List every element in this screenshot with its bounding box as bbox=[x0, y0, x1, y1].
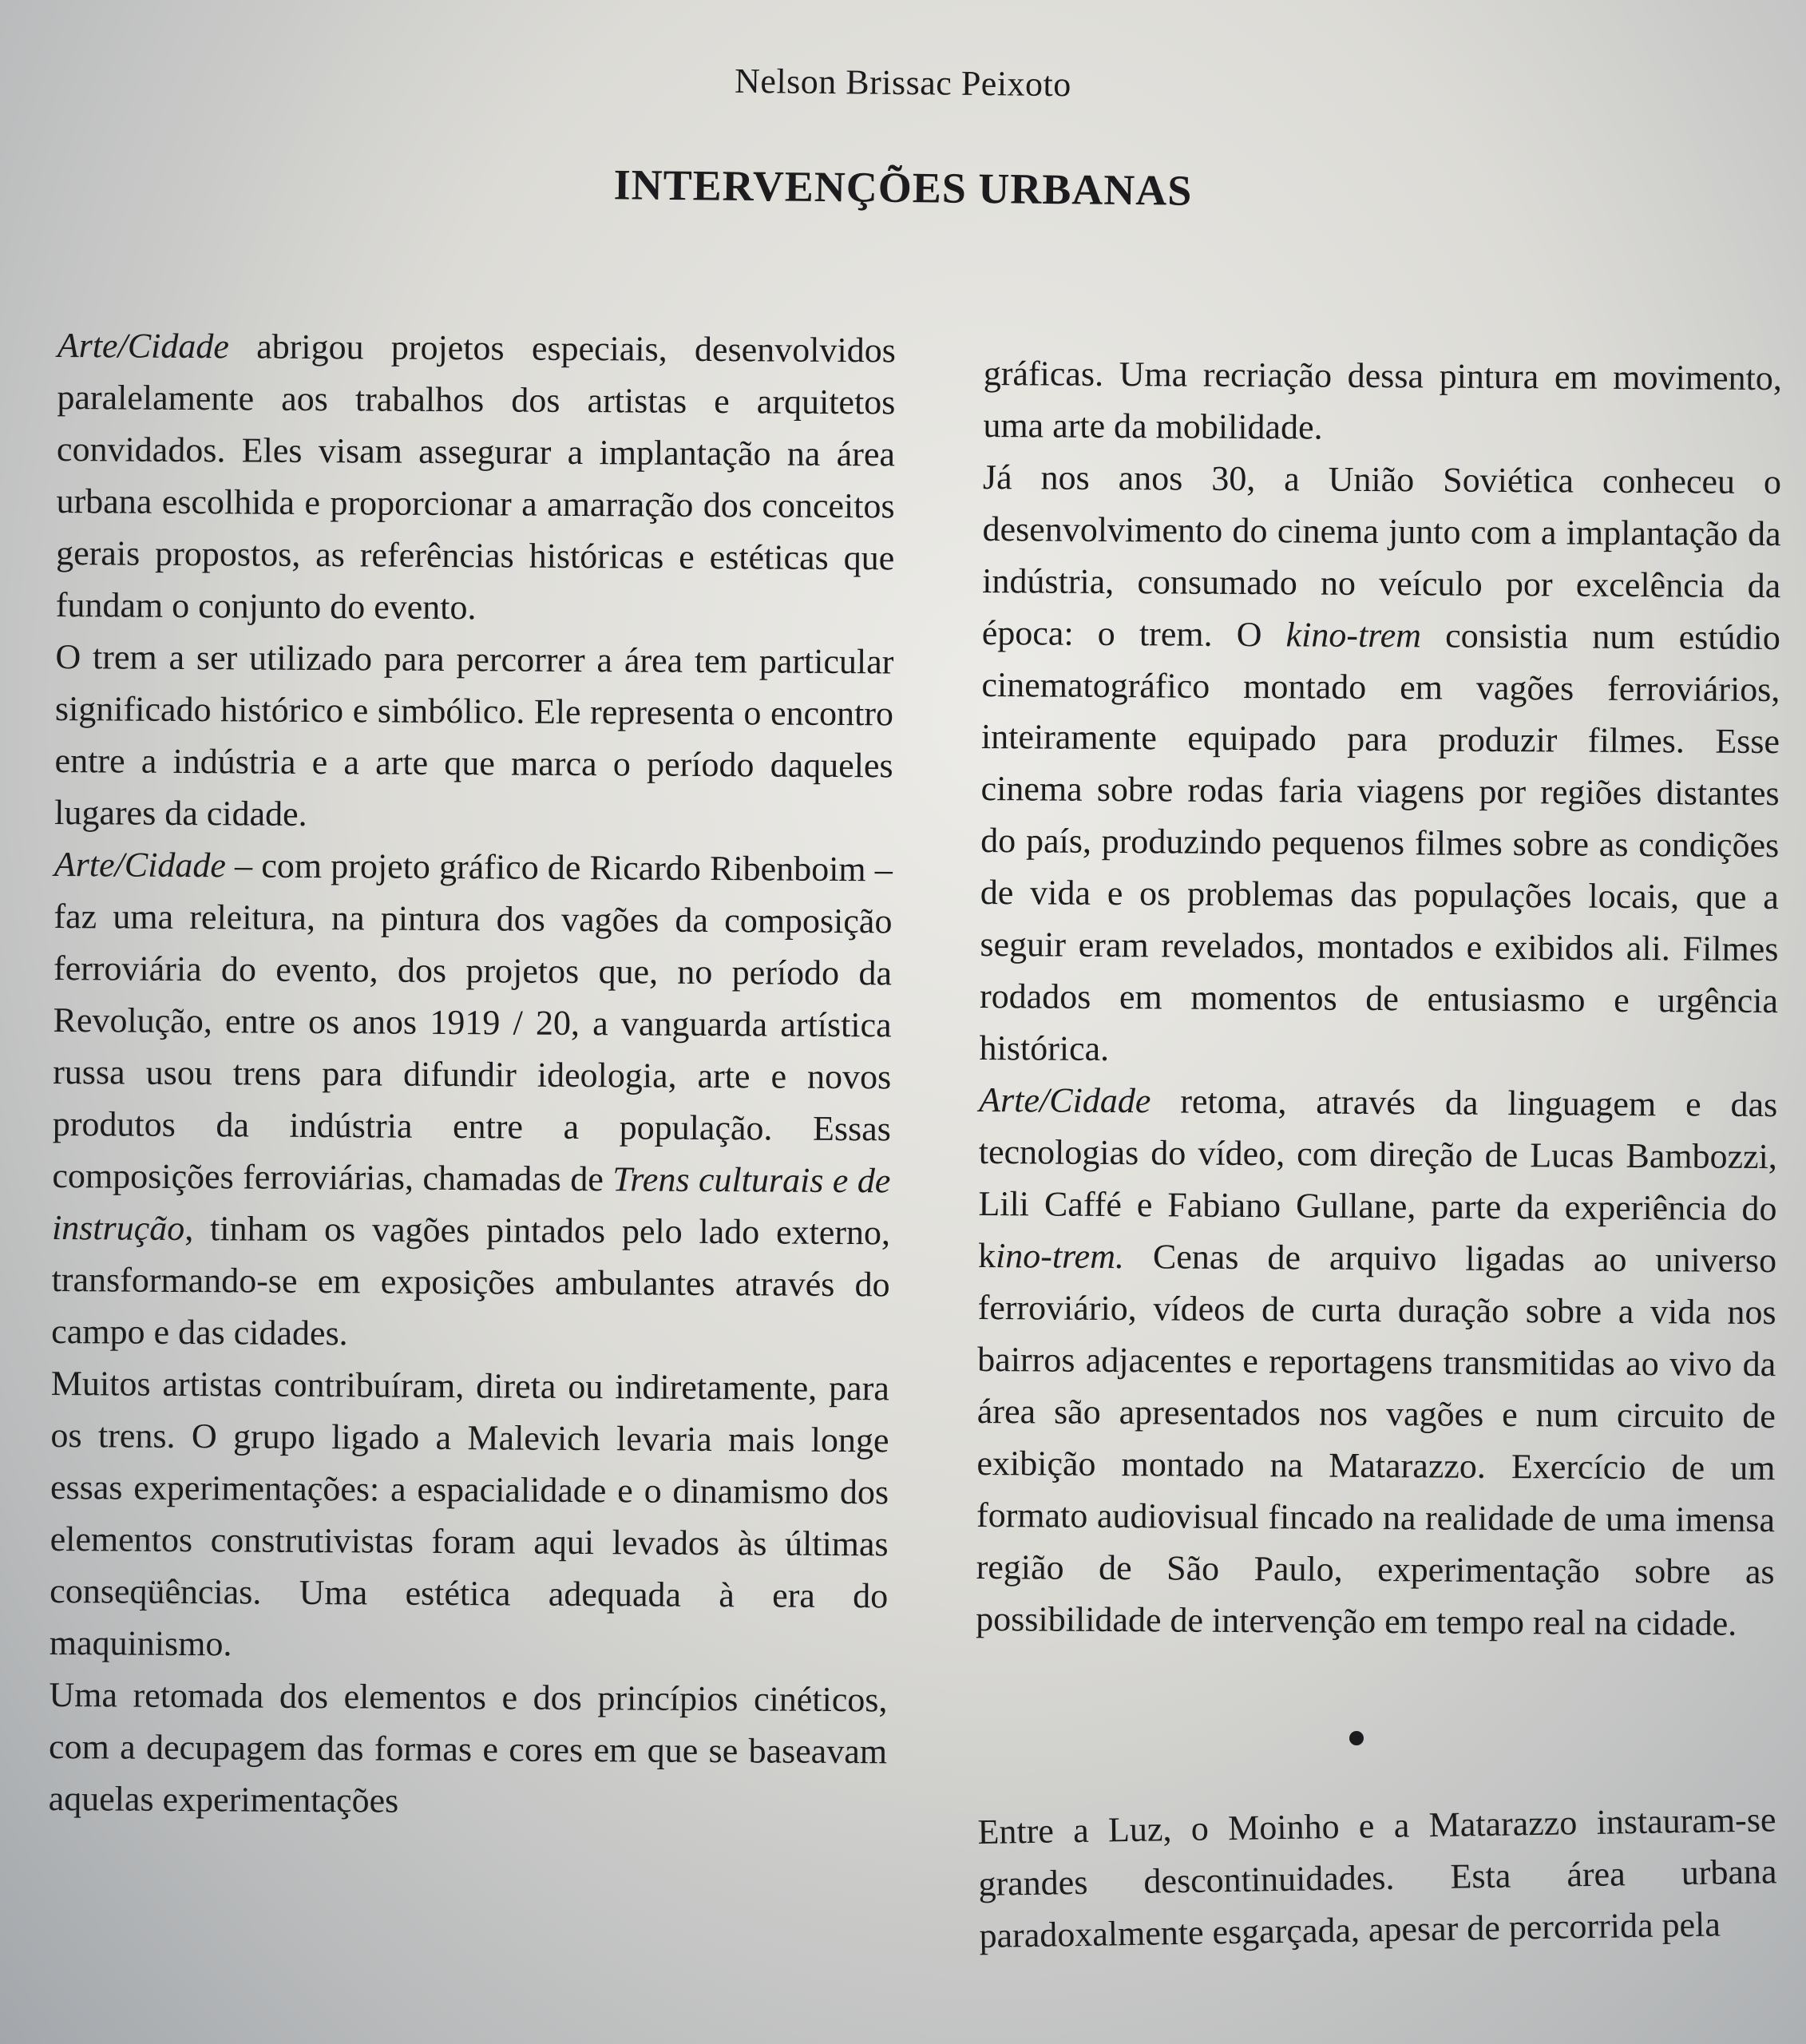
paragraph-text: Muitos artistas contribuíram, direta ou indiretamente, para os trens. O grupo ligado a Malevich levaria mais longe essas experimentações: a espacialidade e o dinamismo dos elementos construtivistas foram aqui levados às últimas conseqüências. Uma estética adequada à era do maquinismo. bbox=[49, 1363, 889, 1664]
paragraph bbox=[54, 631, 894, 843]
paragraph-text: – com projeto gráfico de Ricardo Ribenboim – faz uma releitura, na pintura dos vagões da composição ferroviária do evento, dos projetos que, no período da Revolução, entre os anos 1919 / 20, a vanguarda artística russa usou trens para difundir ideologia, arte e novos produtos da indústria entre a população. Essas composições ferroviárias, chamadas de bbox=[52, 846, 893, 1199]
paragraph-text: O trem a ser utilizado para percorrer a área tem particular significado histórico e simbólico. Ele representa o encontro entre a indústria e a arte que marca o período daqueles lugares da cidade. bbox=[54, 636, 894, 834]
paragraph bbox=[51, 838, 893, 1362]
paragraph-text: , tinham os vagões pintados pelo lado externo, transformando-se em exposições ambulantes através do campo e das cidades. bbox=[51, 1208, 891, 1353]
paragraph-text: Uma retomada dos elementos e dos princípios cinéticos, com a decupagem das formas e cores em que se baseavam aquelas experimentações bbox=[48, 1674, 888, 1820]
left-text-column bbox=[48, 319, 895, 1829]
italic-phrase: ino-trem. bbox=[995, 1236, 1125, 1277]
paragraph bbox=[976, 1074, 1777, 1650]
paragraph bbox=[48, 1669, 887, 1829]
italic-phrase: Trens culturais e de instrução bbox=[51, 1159, 891, 1248]
section-bullet-icon bbox=[1349, 1731, 1364, 1745]
author-name: Nelson Brissac Peixoto bbox=[734, 61, 1072, 105]
paragraph-text: retoma, através da linguagem e das tecnologias do vídeo, com direção de Lucas Bambozzi, Lili Caffé e Fabiano Gullane, parte da experiência do k bbox=[977, 1081, 1778, 1276]
paragraph bbox=[56, 319, 896, 636]
paragraph bbox=[977, 1793, 1778, 1962]
paragraph bbox=[979, 451, 1781, 1079]
paragraph-text: abrigou projetos especiais, desenvolvidos paralelamente aos trabalhos dos artistas e arquitetos convidados. Eles visam assegurar a implantação na área urbana escolhida e proporcionar a amarração dos conceitos gerais propostos, as referências históricas e estéticas que fundam o conjunto do evento. bbox=[55, 327, 896, 628]
right-text-column bbox=[976, 347, 1782, 1650]
paragraph-text: Já nos anos 30, a União Soviética conheceu o desenvolvimento do cinema junto com a implantação da indústria, consumado no veículo por excelência da época: o trem. O bbox=[981, 457, 1782, 655]
italic-lead: Arte/Cidade bbox=[57, 325, 230, 366]
paragraph-text: Entre a Luz, o Moinho e a Matarazzo instauram-se grandes descontinuidades. Esta área urbana paradoxalmente esgarçada, apesar de percorrida pela bbox=[977, 1800, 1777, 1955]
italic-lead: Arte/Cidade bbox=[53, 844, 227, 885]
italic-lead: Arte/Cidade bbox=[979, 1079, 1151, 1121]
paragraph-text: consistia num estúdio cinematográfico montado em vagões ferroviários, inteiramente equipado para produzir filmes. Esse cinema sobre rodas faria viagens por regiões distantes do país, produzindo pequenos filmes sobre as condições de vida e os problemas das populações locais, que a seguir eram revelados, montados e exibidos ali. Filmes rodados em momentos de entusiasmo e urgência histórica. bbox=[979, 616, 1780, 1068]
italic-phrase: kino-trem bbox=[1285, 615, 1422, 656]
right-bottom-text bbox=[977, 1793, 1778, 1962]
paragraph bbox=[50, 1357, 889, 1674]
paragraph-text: Cenas de arquivo ligadas ao universo ferroviário, vídeos de curta duração sobre a vida nos bairros adjacentes e reportagens transmitidas ao vivo da área são apresentados nos vagões e num circuito de exibição montado na Matarazzo. Exercício de um formato audiovisual fincado na realidade de uma imensa região de São Paulo, experimentação sobre as possibilidade de intervenção em tempo real na cidade. bbox=[976, 1237, 1777, 1643]
paragraph-text: gráficas. Uma recriação dessa pintura em movimento, uma arte da mobilidade. bbox=[983, 353, 1782, 447]
page-title: INTERVENÇÕES URBANAS bbox=[613, 160, 1193, 215]
paragraph bbox=[983, 347, 1782, 456]
